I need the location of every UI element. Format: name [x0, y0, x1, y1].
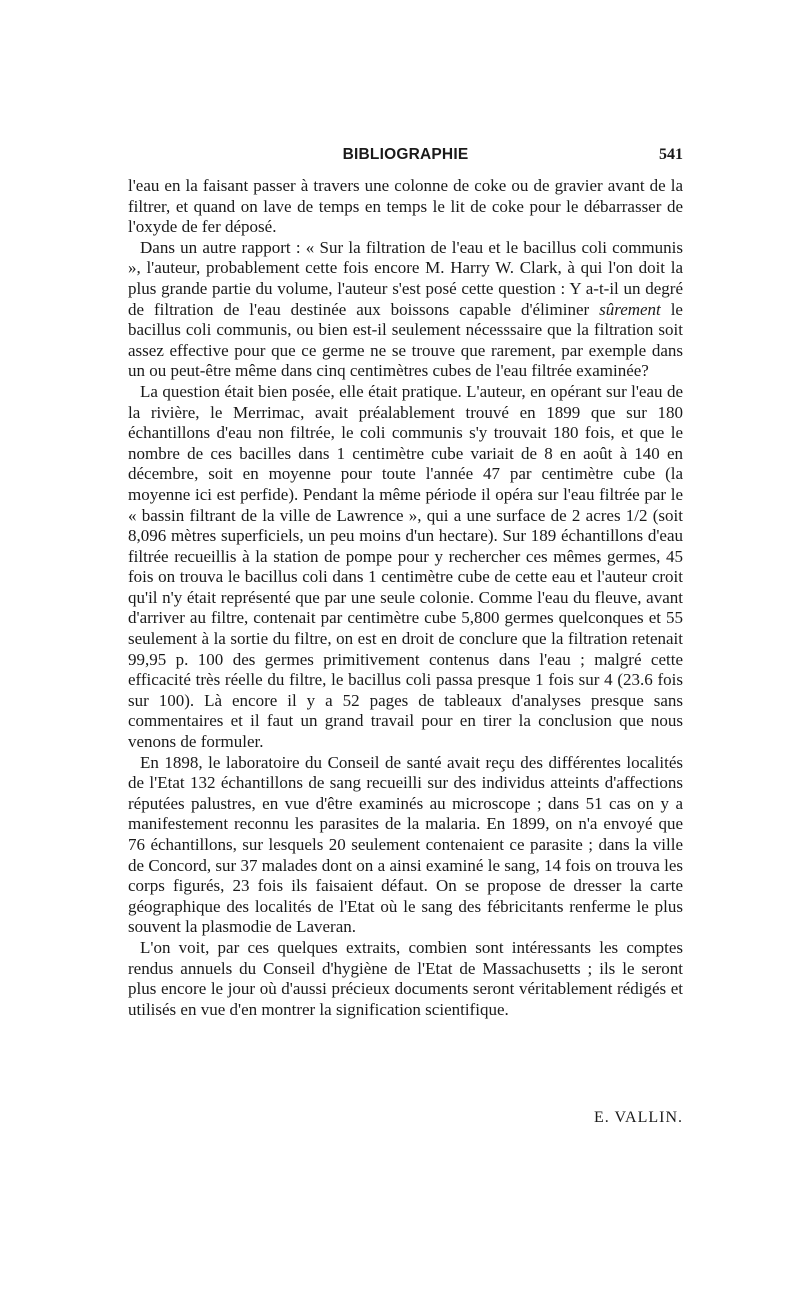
paragraph-bacillus-report	[128, 238, 683, 382]
body-text	[128, 176, 683, 1020]
paragraph-text-before: Dans un autre rapport : « Sur la filtration de l'eau et le bacillus coli communis », l'auteur, probablement cette fois encore M. Harry W. Clark, à qui l'on doit la plus grande partie du volume, l'auteur s'est posé cette question : Y a-t-il un degré de filtration de l'eau destinée aux boissons capable d'éliminer	[128, 237, 683, 319]
author-signature: E. VALLIN.	[594, 1109, 683, 1126]
paragraph-coke-filtration: l'eau en la faisant passer à travers une colonne de coke ou de gravier avant de la filtrer, et quand on lave de temps en temps le lit de coke pour le débarrasser de l'oxyde de fer déposé.	[128, 176, 683, 237]
paragraph-text-after: le bacillus coli communis, ou bien est-il seulement nécesssaire que la filtration soit assez effective pour que ce germe ne se trouve que rarement, par exemple dans un ou peut-être même dans cinq centimètres cubes de l'eau filtrée examinée?	[128, 299, 683, 381]
page-number: 541	[659, 146, 683, 163]
emphasis-word: sûrement	[599, 299, 661, 319]
paragraph-conclusion: L'on voit, par ces quelques extraits, combien sont intéressants les comptes rendus annuels du Conseil d'hygiène de l'Etat de Massachusetts ; ils le seront plus encore le jour où d'aussi précieux documents seront véritablement rédigés et utilisés en vue d'en montrer la signification scientifique.	[128, 937, 683, 1019]
running-head	[128, 146, 683, 168]
running-title: BIBLIOGRAPHIE	[342, 146, 469, 163]
paragraph-malaria-samples: En 1898, le laboratoire du Conseil de santé avait reçu des différentes localités de l'Etat 132 échantillons de sang recueilli sur des individus atteints d'affections réputées palustres, en vue d'être examinés au microscope ; dans 51 cas on y a manifestement reconnu les parasites de la malaria. En 1899, on n'a envoyé que 76 échantillons, sur lesquels 20 seulement contenaient ce parasite ; dans la ville de Concord, sur 37 malades dont on a ainsi examiné le sang, 14 fois on trouva les corps figurés, 23 fois ils faisaient défaut. On se propose de dresser la carte géographique des localités de l'Etat où le sang des fébricitants renferme le plus souvent la plasmodie de Laveran.	[128, 752, 683, 937]
paragraph-merrimac-results: La question était bien posée, elle était pratique. L'auteur, en opérant sur l'eau de la rivière, le Merrimac, avait préalablement trouvé en 1899 que sur 180 échantillons d'eau non filtrée, le coli communis s'y trouvait 180 fois, et que le nombre de ces bacilles dans 1 centimètre cube variait de 8 en août à 140 en décembre, soit en moyenne pour toute l'année 47 par centimètre cube (la moyenne ici est perfide). Pendant la même période il opéra sur l'eau filtrée par le « bassin filtrant de la ville de Lawrence », qui a une surface de 2 acres 1/2 (soit 8,096 mètres superficiels, un peu moins d'un hectare). Sur 189 échantillons d'eau filtrée recueillis à la station de pompe pour y rechercher ces mêmes germes, 45 fois on trouva le bacillus coli dans 1 centimètre cube de cette eau et l'auteur croit qu'il n'y était représenté que par une seule colonie. Comme l'eau du fleuve, avant d'arriver au filtre, contenait par centimètre cube 5,800 germes quelconques et 55 seulement à la sortie du filtre, on est en droit de conclure que la filtration retenait 99,95 p. 100 des germes primitivement contenus dans l'eau ; malgré cette efficacité très réelle du filtre, le bacillus coli passa presque 1 fois sur 4 (23.6 fois sur 100). Là encore il y a 52 pages de tableaux d'analyses presque sans commentaires et il faut un grand travail pour en tirer la conclusion que nous venons de formuler.	[128, 381, 683, 752]
